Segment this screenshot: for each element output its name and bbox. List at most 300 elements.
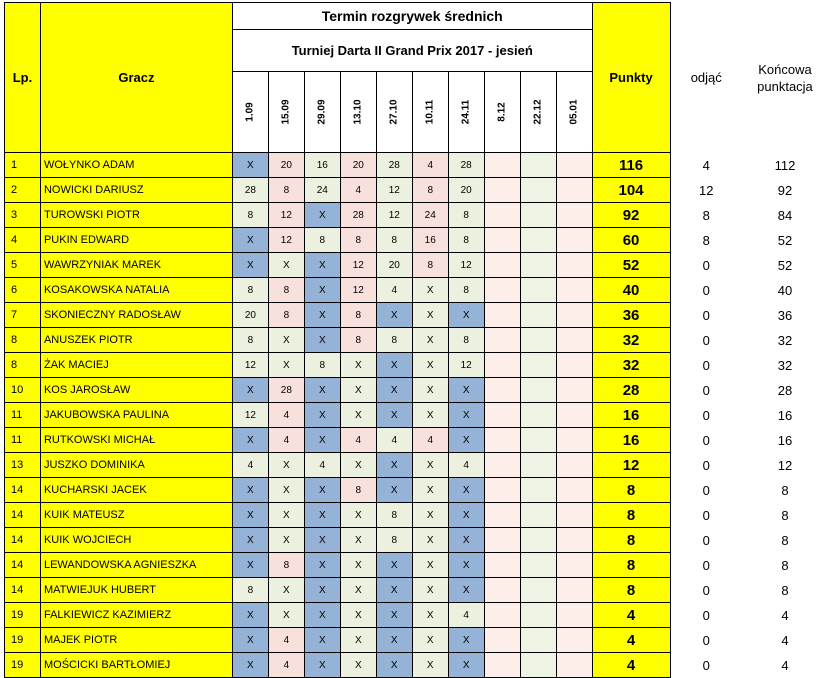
subtract-cell: 8 — [670, 228, 742, 253]
score-cell: 28 — [340, 203, 376, 228]
points-cell: 8 — [592, 503, 670, 528]
table-row — [5, 603, 828, 628]
date-label: 29.09 — [317, 99, 328, 124]
score-cell: 4 — [376, 428, 412, 453]
score-cell: X — [304, 203, 340, 228]
score-cell: 4 — [412, 428, 448, 453]
points-cell: 32 — [592, 328, 670, 353]
subtract-cell: 0 — [670, 453, 742, 478]
score-cell — [520, 503, 556, 528]
score-cell: X — [412, 303, 448, 328]
date-label: 10.11 — [425, 100, 436, 124]
score-cell: X — [232, 553, 268, 578]
score-cell — [484, 553, 520, 578]
score-cell: 28 — [268, 378, 304, 403]
player-name: MOŚCICKI BARTŁOMIEJ — [40, 653, 232, 678]
score-cell: X — [304, 528, 340, 553]
score-cell — [520, 628, 556, 653]
score-cell — [484, 328, 520, 353]
date-header — [520, 72, 556, 153]
date-header — [376, 72, 412, 153]
ranking-table — [4, 2, 828, 678]
final-cell: 52 — [742, 228, 828, 253]
score-cell — [520, 228, 556, 253]
score-cell: X — [412, 528, 448, 553]
score-cell: 8 — [268, 278, 304, 303]
player-name: PUKIN EDWARD — [40, 228, 232, 253]
score-cell: X — [412, 653, 448, 678]
date-label: 22.12 — [533, 99, 544, 124]
final-cell: 8 — [742, 578, 828, 603]
subtract-cell: 0 — [670, 253, 742, 278]
date-header — [304, 72, 340, 153]
final-cell: 32 — [742, 353, 828, 378]
player-name: MATWIEJUK HUBERT — [40, 578, 232, 603]
score-cell — [556, 453, 592, 478]
score-cell: 4 — [340, 428, 376, 453]
score-cell: X — [232, 253, 268, 278]
player-name: ANUSZEK PIOTR — [40, 328, 232, 353]
points-cell: 4 — [592, 628, 670, 653]
subtract-cell: 0 — [670, 528, 742, 553]
score-cell: 12 — [268, 228, 304, 253]
points-cell: 104 — [592, 178, 670, 203]
score-cell — [556, 303, 592, 328]
score-cell: X — [268, 478, 304, 503]
score-cell: 8 — [376, 228, 412, 253]
score-cell: 12 — [268, 203, 304, 228]
score-cell — [520, 653, 556, 678]
score-cell: 8 — [340, 328, 376, 353]
table-row — [5, 278, 828, 303]
score-cell: X — [376, 628, 412, 653]
score-cell — [484, 353, 520, 378]
final-cell: 52 — [742, 253, 828, 278]
score-cell: X — [376, 478, 412, 503]
score-cell — [556, 153, 592, 178]
score-cell — [556, 578, 592, 603]
score-cell: X — [304, 503, 340, 528]
score-cell: X — [268, 503, 304, 528]
score-cell — [556, 403, 592, 428]
header-subtract: odjąć — [670, 3, 742, 153]
score-cell: X — [304, 278, 340, 303]
score-cell: 16 — [304, 153, 340, 178]
score-cell: 4 — [268, 628, 304, 653]
points-cell: 8 — [592, 578, 670, 603]
player-name: NOWICKI DARIUSZ — [40, 178, 232, 203]
score-cell: X — [340, 628, 376, 653]
score-cell: 24 — [412, 203, 448, 228]
header-lp: Lp. — [5, 3, 41, 153]
score-cell: 8 — [268, 303, 304, 328]
points-cell: 28 — [592, 378, 670, 403]
points-cell: 32 — [592, 353, 670, 378]
row-lp: 14 — [5, 578, 41, 603]
score-cell — [520, 403, 556, 428]
table-row — [5, 503, 828, 528]
score-cell — [484, 253, 520, 278]
score-cell — [484, 503, 520, 528]
score-cell: X — [232, 153, 268, 178]
score-cell: 20 — [268, 153, 304, 178]
score-cell: 12 — [232, 353, 268, 378]
table-row — [5, 403, 828, 428]
score-cell — [520, 253, 556, 278]
score-cell: 4 — [268, 428, 304, 453]
date-header — [556, 72, 592, 153]
points-cell: 60 — [592, 228, 670, 253]
score-cell: X — [448, 303, 484, 328]
table-row — [5, 178, 828, 203]
score-cell: X — [340, 503, 376, 528]
header-final: Końcowa punktacja — [742, 3, 828, 153]
score-cell: X — [304, 628, 340, 653]
date-header — [484, 72, 520, 153]
score-cell: X — [412, 578, 448, 603]
score-cell: X — [448, 628, 484, 653]
score-cell: X — [232, 628, 268, 653]
score-cell: 28 — [376, 153, 412, 178]
score-cell: X — [448, 578, 484, 603]
points-cell: 4 — [592, 603, 670, 628]
points-cell: 116 — [592, 153, 670, 178]
score-cell: 4 — [268, 653, 304, 678]
score-cell: X — [448, 428, 484, 453]
score-cell: 12 — [448, 353, 484, 378]
date-header — [232, 72, 268, 153]
score-cell: X — [340, 453, 376, 478]
score-cell: X — [232, 428, 268, 453]
final-cell: 16 — [742, 403, 828, 428]
final-cell: 112 — [742, 153, 828, 178]
score-cell: 4 — [376, 278, 412, 303]
score-cell: X — [232, 478, 268, 503]
score-cell: X — [304, 478, 340, 503]
score-cell — [556, 228, 592, 253]
score-cell: X — [412, 453, 448, 478]
final-cell: 36 — [742, 303, 828, 328]
score-cell: X — [268, 603, 304, 628]
score-cell — [556, 428, 592, 453]
player-name: WOŁYNKO ADAM — [40, 153, 232, 178]
score-cell: 4 — [448, 603, 484, 628]
subtract-cell: 0 — [670, 553, 742, 578]
score-cell: 8 — [412, 253, 448, 278]
score-cell — [520, 528, 556, 553]
score-cell: X — [268, 353, 304, 378]
row-lp: 11 — [5, 403, 41, 428]
points-cell: 12 — [592, 453, 670, 478]
points-cell: 52 — [592, 253, 670, 278]
score-cell — [556, 628, 592, 653]
score-cell: 8 — [232, 278, 268, 303]
table-row — [5, 653, 828, 678]
score-cell: 4 — [448, 453, 484, 478]
points-cell: 4 — [592, 653, 670, 678]
score-cell: 8 — [304, 228, 340, 253]
subtract-cell: 4 — [670, 153, 742, 178]
score-cell: 28 — [448, 153, 484, 178]
score-cell: X — [376, 303, 412, 328]
final-cell: 8 — [742, 503, 828, 528]
row-lp: 2 — [5, 178, 41, 203]
subtract-cell: 0 — [670, 628, 742, 653]
subtract-cell: 0 — [670, 603, 742, 628]
score-cell — [520, 378, 556, 403]
points-cell: 40 — [592, 278, 670, 303]
score-cell — [484, 278, 520, 303]
score-cell: X — [412, 378, 448, 403]
date-label: 13.10 — [353, 99, 364, 124]
row-lp: 14 — [5, 528, 41, 553]
row-lp: 6 — [5, 278, 41, 303]
row-lp: 8 — [5, 328, 41, 353]
row-lp: 10 — [5, 378, 41, 403]
score-cell: X — [340, 553, 376, 578]
score-cell — [520, 278, 556, 303]
final-cell: 8 — [742, 553, 828, 578]
final-cell: 4 — [742, 653, 828, 678]
score-cell — [556, 178, 592, 203]
score-cell: X — [304, 403, 340, 428]
score-cell: 16 — [412, 228, 448, 253]
score-cell: 8 — [448, 328, 484, 353]
subtract-cell: 8 — [670, 203, 742, 228]
final-cell: 4 — [742, 603, 828, 628]
header-player: Gracz — [40, 3, 232, 153]
score-cell — [520, 328, 556, 353]
score-cell: X — [232, 378, 268, 403]
table-row — [5, 228, 828, 253]
header-subtitle: Turniej Darta II Grand Prix 2017 - jesień — [232, 30, 592, 72]
score-cell: 8 — [304, 353, 340, 378]
score-cell: X — [412, 503, 448, 528]
score-cell: 8 — [448, 228, 484, 253]
score-cell: 4 — [412, 153, 448, 178]
subtract-cell: 0 — [670, 353, 742, 378]
score-cell — [556, 253, 592, 278]
player-name: RUTKOWSKI MICHAŁ — [40, 428, 232, 453]
score-cell: X — [412, 628, 448, 653]
player-name: MAJEK PIOTR — [40, 628, 232, 653]
subtract-cell: 0 — [670, 428, 742, 453]
score-cell: X — [268, 578, 304, 603]
player-name: KOS JAROSŁAW — [40, 378, 232, 403]
date-header — [448, 72, 484, 153]
table-row — [5, 353, 828, 378]
score-cell: X — [412, 553, 448, 578]
row-lp: 1 — [5, 153, 41, 178]
final-cell: 4 — [742, 628, 828, 653]
score-cell: X — [412, 328, 448, 353]
table-row — [5, 328, 828, 353]
subtract-cell: 0 — [670, 578, 742, 603]
score-cell — [556, 503, 592, 528]
score-cell: 4 — [268, 403, 304, 428]
score-cell: 24 — [304, 178, 340, 203]
points-cell: 8 — [592, 478, 670, 503]
score-cell: X — [412, 353, 448, 378]
player-name: TUROWSKI PIOTR — [40, 203, 232, 228]
score-cell: X — [304, 328, 340, 353]
subtract-cell: 12 — [670, 178, 742, 203]
subtract-cell: 0 — [670, 303, 742, 328]
score-cell — [520, 353, 556, 378]
subtract-cell: 0 — [670, 378, 742, 403]
score-cell — [520, 203, 556, 228]
score-cell: X — [232, 528, 268, 553]
row-lp: 8 — [5, 353, 41, 378]
score-cell — [484, 603, 520, 628]
score-cell — [520, 553, 556, 578]
subtract-cell: 0 — [670, 653, 742, 678]
score-cell: X — [304, 378, 340, 403]
player-name: KUIK MATEUSZ — [40, 503, 232, 528]
row-lp: 19 — [5, 603, 41, 628]
row-lp: 3 — [5, 203, 41, 228]
score-cell: X — [268, 453, 304, 478]
row-lp: 5 — [5, 253, 41, 278]
score-cell: 8 — [376, 328, 412, 353]
row-lp: 11 — [5, 428, 41, 453]
points-cell: 16 — [592, 403, 670, 428]
score-cell: 12 — [232, 403, 268, 428]
player-name: JUSZKO DOMINIKA — [40, 453, 232, 478]
score-cell: 12 — [448, 253, 484, 278]
table-row — [5, 203, 828, 228]
score-cell — [484, 403, 520, 428]
player-name: ŻAK MACIEJ — [40, 353, 232, 378]
score-cell: X — [412, 603, 448, 628]
score-cell — [556, 553, 592, 578]
header-title: Termin rozgrywek średnich — [232, 3, 592, 30]
table-row — [5, 378, 828, 403]
score-cell — [520, 153, 556, 178]
table-row — [5, 453, 828, 478]
final-cell: 16 — [742, 428, 828, 453]
table-row — [5, 253, 828, 278]
score-cell: 8 — [340, 303, 376, 328]
player-name: KOSAKOWSKA NATALIA — [40, 278, 232, 303]
score-cell: X — [232, 503, 268, 528]
score-cell — [484, 153, 520, 178]
row-lp: 19 — [5, 628, 41, 653]
final-cell: 92 — [742, 178, 828, 203]
points-cell: 36 — [592, 303, 670, 328]
score-cell — [556, 528, 592, 553]
subtract-cell: 0 — [670, 278, 742, 303]
score-cell: 12 — [376, 203, 412, 228]
score-cell: X — [232, 603, 268, 628]
score-cell: X — [412, 403, 448, 428]
table-row — [5, 153, 828, 178]
final-cell: 8 — [742, 528, 828, 553]
date-header — [340, 72, 376, 153]
row-lp: 7 — [5, 303, 41, 328]
score-cell: X — [448, 403, 484, 428]
points-cell: 8 — [592, 528, 670, 553]
score-cell: 20 — [448, 178, 484, 203]
score-cell: X — [376, 353, 412, 378]
score-cell — [484, 653, 520, 678]
subtract-cell: 0 — [670, 478, 742, 503]
score-cell: X — [304, 578, 340, 603]
date-header — [412, 72, 448, 153]
score-cell: X — [340, 528, 376, 553]
score-cell: X — [304, 303, 340, 328]
score-cell — [484, 303, 520, 328]
score-cell — [484, 378, 520, 403]
subtract-cell: 0 — [670, 503, 742, 528]
score-cell: X — [304, 253, 340, 278]
row-lp: 14 — [5, 503, 41, 528]
score-cell: X — [232, 653, 268, 678]
score-cell: X — [376, 578, 412, 603]
score-cell: X — [448, 528, 484, 553]
date-label: 15.09 — [281, 99, 292, 124]
final-cell: 40 — [742, 278, 828, 303]
score-cell: 8 — [340, 228, 376, 253]
score-cell: X — [340, 603, 376, 628]
score-cell: 8 — [376, 503, 412, 528]
score-cell — [556, 203, 592, 228]
score-cell: 8 — [232, 578, 268, 603]
points-cell: 8 — [592, 553, 670, 578]
score-cell: 8 — [448, 278, 484, 303]
player-name: LEWANDOWSKA AGNIESZKA — [40, 553, 232, 578]
score-cell — [520, 578, 556, 603]
score-cell — [556, 378, 592, 403]
score-cell — [556, 653, 592, 678]
score-cell: 4 — [340, 178, 376, 203]
score-cell — [484, 178, 520, 203]
score-cell — [556, 478, 592, 503]
points-cell: 92 — [592, 203, 670, 228]
score-cell — [520, 478, 556, 503]
table-row — [5, 553, 828, 578]
score-cell: X — [304, 653, 340, 678]
score-cell: 8 — [448, 203, 484, 228]
player-name: KUCHARSKI JACEK — [40, 478, 232, 503]
score-cell: X — [376, 553, 412, 578]
score-cell: 8 — [412, 178, 448, 203]
date-label: 24.11 — [461, 100, 472, 124]
row-lp: 19 — [5, 653, 41, 678]
table-row — [5, 578, 828, 603]
final-cell: 8 — [742, 478, 828, 503]
score-cell: 8 — [340, 478, 376, 503]
score-cell: X — [340, 378, 376, 403]
score-cell: X — [340, 403, 376, 428]
table-row — [5, 478, 828, 503]
subtract-cell: 0 — [670, 403, 742, 428]
row-lp: 13 — [5, 453, 41, 478]
score-cell — [556, 328, 592, 353]
score-cell: 8 — [268, 178, 304, 203]
player-name: KUIK WOJCIECH — [40, 528, 232, 553]
score-cell: 4 — [304, 453, 340, 478]
score-cell: 28 — [232, 178, 268, 203]
score-cell: X — [412, 478, 448, 503]
score-cell: X — [304, 603, 340, 628]
score-cell: X — [448, 503, 484, 528]
score-cell — [484, 628, 520, 653]
date-label: 27.10 — [389, 99, 400, 124]
score-cell: 8 — [232, 203, 268, 228]
date-label: 1.09 — [245, 102, 256, 121]
score-cell: 12 — [340, 253, 376, 278]
